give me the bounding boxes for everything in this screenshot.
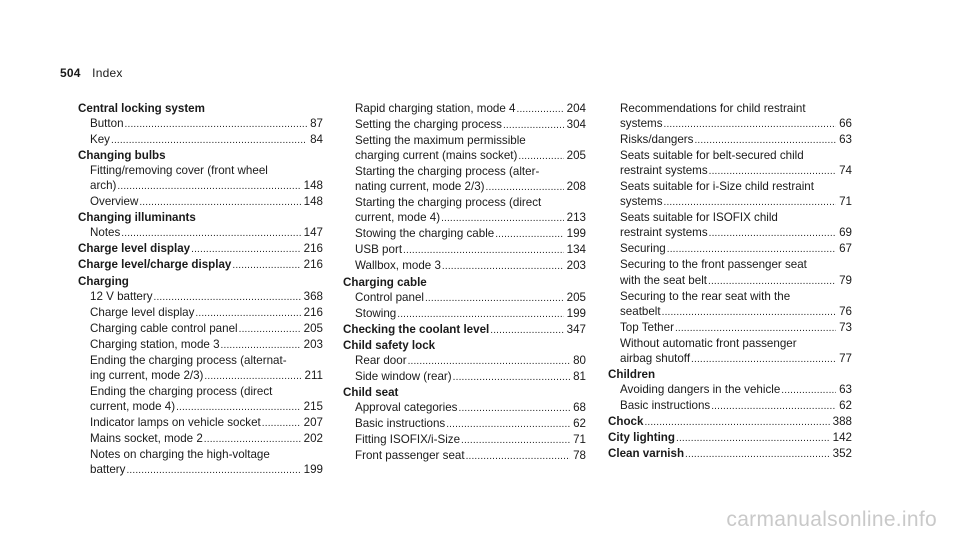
page-ref: 62 <box>839 398 852 412</box>
entry-label: restraint systems <box>620 226 708 240</box>
entry-label: Checking the coolant level <box>343 322 490 336</box>
index-entry[interactable] <box>608 351 852 367</box>
page-ref: 205 <box>566 149 586 163</box>
page-ref: 304 <box>566 118 586 132</box>
index-entry[interactable] <box>608 225 852 241</box>
entry-label: arch) <box>90 179 117 193</box>
entry-label: current, mode 4) <box>355 211 441 225</box>
dot-leader <box>232 257 300 273</box>
index-heading: Central locking system <box>78 102 205 115</box>
dot-leader <box>466 448 571 464</box>
entry-label: Stowing <box>355 306 397 320</box>
entry-label: Rear door <box>355 353 407 367</box>
entry-label: Charge level display <box>90 305 195 319</box>
index-entry[interactable] <box>608 273 852 289</box>
index-entry[interactable] <box>343 353 586 369</box>
dot-leader <box>516 101 563 117</box>
index-entry[interactable] <box>608 382 852 398</box>
page-ref: 142 <box>832 430 852 444</box>
dot-leader <box>204 431 301 447</box>
entry-label: Avoiding dangers in the vehicle <box>620 382 781 396</box>
entry-label: Indicator lamps on vehicle socket <box>90 415 261 429</box>
page-ref: 368 <box>303 289 323 303</box>
entry-label: Risks/dangers <box>620 133 694 147</box>
page-ref: 215 <box>303 399 323 413</box>
dot-leader <box>486 179 564 195</box>
page-ref: 199 <box>303 463 323 477</box>
dot-leader <box>425 290 564 306</box>
dot-leader <box>644 414 829 430</box>
index-entry[interactable] <box>343 448 586 464</box>
index-entry-text: Recommendations for child restraint <box>620 102 806 115</box>
page-ref: 213 <box>566 211 586 225</box>
entry-label: Stowing the charging cable <box>355 227 495 241</box>
entry-label: with the seat belt <box>620 273 708 287</box>
index-entry[interactable] <box>608 398 852 414</box>
dot-leader <box>195 305 300 321</box>
index-entry-text: Fitting/removing cover (front wheel <box>90 164 268 178</box>
index-heading: Child seat <box>343 385 399 399</box>
section-title: Index <box>92 66 123 80</box>
index-heading: Charging <box>78 274 129 288</box>
page-ref: 66 <box>839 117 852 131</box>
page-ref: 147 <box>303 226 323 240</box>
dot-leader <box>403 242 564 258</box>
index-entry-text: Starting the charging process (alter- <box>355 165 540 179</box>
entry-label: Side window (rear) <box>355 369 452 383</box>
page-ref: 388 <box>832 414 852 428</box>
index-entry-text: Setting the maximum permissible <box>355 134 526 148</box>
page-ref: 148 <box>303 179 323 193</box>
index-heading: Changing illuminants <box>78 211 196 225</box>
entry-label: Top Tether <box>620 320 674 334</box>
entry-label: current, mode 4) <box>90 399 176 413</box>
entry-label: Basic instructions <box>355 416 446 430</box>
entry-label: Fitting ISOFIX/i-Size <box>355 432 461 446</box>
entry-label: systems <box>620 195 663 209</box>
entry-label: airbag shutoff <box>620 351 691 365</box>
dot-leader <box>458 400 570 416</box>
entry-label: Control panel <box>355 290 424 304</box>
page-header <box>60 66 123 80</box>
index-column-3 <box>608 101 852 462</box>
dot-leader <box>691 351 836 367</box>
entry-label: Key <box>90 133 110 147</box>
entry-label: Charge level display <box>78 242 191 256</box>
index-entry-text: Securing to the rear seat with the <box>620 289 791 303</box>
index-entry[interactable] <box>343 117 586 133</box>
index-entry-text: Seats suitable for ISOFIX child <box>620 211 778 225</box>
index-heading-entry[interactable] <box>78 257 323 273</box>
dot-leader <box>461 432 570 448</box>
entry-label: Wallbox, mode 3 <box>355 259 441 273</box>
index-entry[interactable] <box>608 163 852 179</box>
dot-leader <box>495 226 563 242</box>
index-heading: Children <box>608 367 656 381</box>
index-entry[interactable] <box>343 101 586 117</box>
index-entry[interactable] <box>608 320 852 336</box>
page-number: 504 <box>60 66 81 80</box>
index-entry[interactable] <box>343 306 586 322</box>
entry-label: Approval categories <box>355 400 458 414</box>
page-ref: 205 <box>303 321 323 335</box>
page-ref: 203 <box>566 259 586 273</box>
index-entry[interactable] <box>78 431 323 447</box>
index-entry[interactable] <box>78 368 323 384</box>
page-ref: 74 <box>839 164 852 178</box>
entry-label: Securing <box>620 242 666 256</box>
dot-leader <box>397 306 563 322</box>
page-ref: 203 <box>303 337 323 351</box>
index-entry[interactable] <box>343 226 586 242</box>
page-ref: 71 <box>573 432 586 446</box>
entry-label: nating current, mode 2/3) <box>355 180 485 194</box>
index-entry-text: Securing to the front passenger seat <box>620 258 807 272</box>
entry-label: Charging station, mode 3 <box>90 337 220 351</box>
page-ref: 208 <box>566 180 586 194</box>
entry-label: Charging cable control panel <box>90 321 238 335</box>
index-entry[interactable] <box>78 194 323 210</box>
entry-label: ing current, mode 2/3) <box>90 368 204 382</box>
index-entry[interactable] <box>78 399 323 415</box>
entry-label: battery <box>90 463 126 477</box>
page-ref: 69 <box>839 226 852 240</box>
dot-leader <box>708 273 836 289</box>
index-entry[interactable] <box>78 305 323 321</box>
index-entry-text: Starting the charging process (direct <box>355 196 542 210</box>
entry-label: Charge level/charge display <box>78 258 232 272</box>
dot-leader <box>664 194 837 210</box>
dot-leader <box>694 132 836 148</box>
index-entry[interactable] <box>78 415 323 431</box>
entry-label: Overview <box>90 195 139 209</box>
page-ref: 199 <box>566 227 586 241</box>
index-entry[interactable] <box>343 432 586 448</box>
index-entry[interactable] <box>78 225 323 241</box>
dot-leader <box>154 289 301 305</box>
index-entry[interactable] <box>78 337 323 353</box>
dot-leader <box>518 148 563 164</box>
page-ref: 352 <box>832 447 852 461</box>
dot-leader <box>221 337 301 353</box>
index-entry[interactable] <box>78 132 323 148</box>
index-entry[interactable] <box>343 258 586 274</box>
dot-leader <box>709 225 836 241</box>
page-ref: 71 <box>839 195 852 209</box>
entry-label: seatbelt <box>620 304 661 318</box>
index-entry[interactable] <box>343 242 586 258</box>
page-ref: 216 <box>303 258 323 272</box>
page-ref: 78 <box>573 449 586 463</box>
page-ref: 148 <box>303 195 323 209</box>
page-ref: 202 <box>303 431 323 445</box>
index-column-2 <box>343 101 586 464</box>
index-entry[interactable] <box>343 400 586 416</box>
page-ref: 77 <box>839 351 852 365</box>
index-entry-text: Ending the charging process (alternat- <box>90 353 287 367</box>
index-entry[interactable] <box>343 369 586 385</box>
entry-label: Button <box>90 117 124 131</box>
dot-leader <box>239 321 301 337</box>
page-ref: 76 <box>839 304 852 318</box>
dot-leader <box>662 304 836 320</box>
index-entry[interactable] <box>343 148 586 164</box>
index-entry[interactable] <box>608 241 852 257</box>
entry-label: systems <box>620 117 663 131</box>
page-ref: 211 <box>304 368 323 382</box>
dot-leader <box>191 241 301 257</box>
entry-label: Clean varnish <box>608 447 685 461</box>
page-ref: 207 <box>303 415 323 429</box>
entry-label: Setting the charging process <box>355 118 502 132</box>
dot-leader <box>446 416 570 432</box>
dot-leader <box>121 225 300 241</box>
watermark: carmanualsonline.info <box>726 508 937 531</box>
entry-label: Rapid charging station, mode 4 <box>355 102 516 115</box>
page-ref: 68 <box>573 400 586 414</box>
dot-leader <box>262 415 301 431</box>
index-entry[interactable] <box>608 132 852 148</box>
index-heading: Charging cable <box>343 275 427 289</box>
index-entry[interactable] <box>343 179 586 195</box>
index-entry[interactable] <box>78 289 323 305</box>
index-heading-entry[interactable] <box>608 414 852 430</box>
entry-label: restraint systems <box>620 164 708 178</box>
dot-leader <box>676 430 830 446</box>
index-entry[interactable] <box>608 116 852 132</box>
index-entry[interactable] <box>343 210 586 226</box>
entry-label: charging current (mains socket) <box>355 149 518 163</box>
dot-leader <box>709 163 836 179</box>
page-ref: 199 <box>566 306 586 320</box>
dot-leader <box>111 132 307 148</box>
entry-label: Notes <box>90 226 121 240</box>
index-heading: Changing bulbs <box>78 149 166 163</box>
dot-leader <box>711 398 836 414</box>
entry-label: City lighting <box>608 430 675 444</box>
dot-leader <box>503 117 564 133</box>
dot-leader <box>204 368 301 384</box>
index-entry[interactable] <box>78 462 323 478</box>
dot-leader <box>408 353 571 369</box>
entry-label: Basic instructions <box>620 398 711 412</box>
dot-leader <box>117 178 300 194</box>
index-entry-text: Notes on charging the high-voltage <box>90 448 270 462</box>
dot-leader <box>664 116 837 132</box>
dot-leader <box>490 322 563 338</box>
entry-label: Chock <box>608 414 644 428</box>
page-ref: 63 <box>839 133 852 147</box>
page-ref: 80 <box>573 353 586 367</box>
index-entry[interactable] <box>343 416 586 432</box>
index-entry[interactable] <box>78 321 323 337</box>
index-entry-text: Ending the charging process (direct <box>90 384 273 398</box>
page-ref: 216 <box>303 242 323 256</box>
page-ref: 134 <box>566 243 586 257</box>
index-entry[interactable] <box>78 178 323 194</box>
index-heading-entry[interactable] <box>343 322 586 338</box>
entry-label: USB port <box>355 243 403 257</box>
page-ref: 216 <box>303 305 323 319</box>
dot-leader <box>667 241 836 257</box>
dot-leader <box>126 462 300 478</box>
page-ref: 204 <box>566 102 586 115</box>
index-entry[interactable] <box>608 194 852 210</box>
dot-leader <box>675 320 836 336</box>
page-ref: 205 <box>566 290 586 304</box>
index-column-1 <box>78 101 323 478</box>
dot-leader <box>441 210 564 226</box>
page-ref: 81 <box>573 369 586 383</box>
index-entry-text: Seats suitable for belt-secured child <box>620 149 804 163</box>
index-heading-entry[interactable] <box>608 430 852 446</box>
entry-label: Mains socket, mode 2 <box>90 431 203 445</box>
page-ref: 67 <box>839 242 852 256</box>
page-ref: 84 <box>310 133 323 147</box>
index-entry-text: Seats suitable for i-Size child restraint <box>620 180 814 194</box>
index-heading-entry[interactable] <box>78 241 323 257</box>
index-entry[interactable] <box>343 290 586 306</box>
dot-leader <box>176 399 301 415</box>
entry-label: Front passenger seat <box>355 449 465 463</box>
index-entry-text: Without automatic front passenger <box>620 336 797 350</box>
index-heading: Child safety lock <box>343 338 436 352</box>
page-ref: 87 <box>310 117 323 131</box>
index-heading-entry[interactable] <box>608 446 852 462</box>
page-ref: 79 <box>839 273 852 287</box>
page-ref: 73 <box>839 320 852 334</box>
index-entry[interactable] <box>608 304 852 320</box>
index-entry[interactable] <box>78 116 323 132</box>
entry-label: 12 V battery <box>90 289 153 303</box>
page-ref: 63 <box>839 382 852 396</box>
page-ref: 62 <box>573 416 586 430</box>
dot-leader <box>442 258 564 274</box>
dot-leader <box>685 446 830 462</box>
dot-leader <box>125 116 308 132</box>
dot-leader <box>139 194 300 210</box>
dot-leader <box>781 382 836 398</box>
dot-leader <box>453 369 570 385</box>
page-ref: 347 <box>566 322 586 336</box>
